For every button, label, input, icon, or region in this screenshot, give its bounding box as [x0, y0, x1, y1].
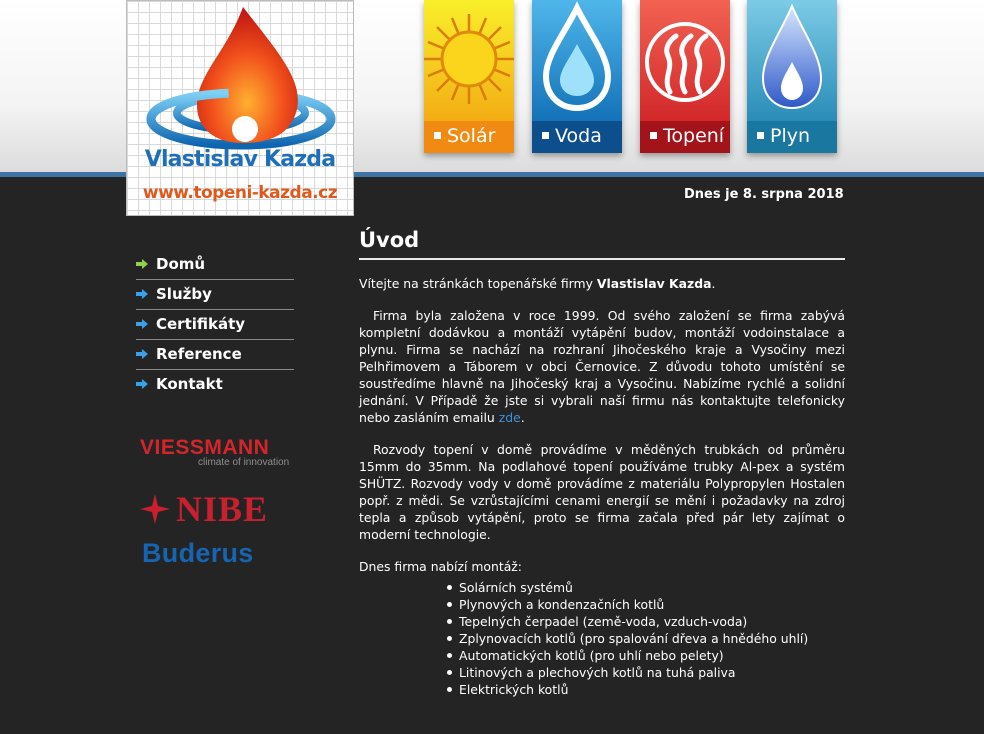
viessmann-tagline: climate of innovation: [198, 457, 290, 468]
tile-solar-label: Solár: [447, 125, 496, 147]
nibe-star-icon: [140, 494, 170, 524]
company-name: Vlastislav Kazda: [596, 276, 712, 291]
main-content: [359, 228, 845, 698]
nav-item-services[interactable]: [136, 280, 294, 310]
list-item: Elektrických kotlů: [459, 681, 845, 698]
site-logo[interactable]: [126, 0, 354, 216]
list-item: Solárních systémů: [459, 579, 845, 596]
arrow-right-icon: [136, 319, 148, 329]
nav-item-label: Domů: [156, 255, 206, 273]
buderus-logo[interactable]: [142, 538, 254, 569]
intro-paragraph: Vítejte na stránkách topenářské firmy Vlastislav Kazda.: [359, 276, 716, 291]
nav-item-label: Reference: [156, 345, 242, 363]
list-item: Automatických kotlů (pro uhlí nebo pelety): [459, 647, 845, 664]
current-date: Dnes je 8. srpna 2018: [684, 187, 844, 202]
nav-item-label: Kontakt: [156, 375, 223, 393]
sidebar-nav: [136, 250, 294, 400]
nav-item-label: Služby: [156, 285, 212, 303]
tile-heating[interactable]: [640, 0, 730, 153]
arrow-right-icon: [136, 259, 148, 269]
installation-paragraph: Rozvody topení v domě provádíme v měděných trubkách od průměru 15mm do 35mm. Na podlahové topení používáme trubky Al-pex a systém SHÜTZ. Rozvody vody v domě provádíme z materiálu Polypropylen Hostalen popř. z mědi. Se vzrůstajícími cenami energií se mění i požadavky na zdroj tepla a způsob vytápění, proto se firma začala před pár lety zajímat o moderní technologie.: [359, 442, 845, 542]
logo-website-url: www.topeni-kazda.cz: [142, 183, 338, 203]
tile-gas[interactable]: [747, 0, 837, 153]
page-title: Úvod: [359, 228, 845, 260]
nibe-logo[interactable]: [140, 488, 268, 530]
nav-item-label: Certifikáty: [156, 315, 246, 333]
nav-item-certificates[interactable]: [136, 310, 294, 340]
tile-solar[interactable]: [424, 0, 514, 153]
nibe-wordmark: NIBE: [176, 489, 269, 529]
list-item: Tepelných čerpadel (země-voda, vzduch-voda): [459, 613, 845, 630]
buderus-wordmark: Buderus: [142, 538, 254, 568]
about-paragraph: Firma byla založena v roce 1999. Od svého založení se firma zabývá kompletní dodávkou a montáží vytápění budov, montáží vodoinstalace a plynu. Firma se nachází na rozhraní Jihočeského kraje a Vysočiny mezi Pelhřimovem a Táborem v obci Černovice. Z důvodu tohoto umístění se soustředíme hlavně na Jihočeský kraj a Vysočinu. Nabízíme rychlé a solidní jednání. V Případě že jste si vybrali naší firmu nás kontaktujte telefonicky nebo zasláním emailu zde.: [359, 308, 845, 425]
arrow-right-icon: [136, 349, 148, 359]
list-item: Litinových a plechových kotlů na tuhá paliva: [459, 664, 845, 681]
logo-company-name: Vlastislav Kazda: [144, 147, 336, 172]
arrow-right-icon: [136, 289, 148, 299]
nav-item-references[interactable]: [136, 340, 294, 370]
tile-water[interactable]: [532, 0, 622, 153]
tile-gas-label: Plyn: [770, 125, 811, 147]
arrow-right-icon: [136, 379, 148, 389]
tile-heating-label: Topení: [663, 125, 725, 147]
viessmann-logo[interactable]: [140, 436, 289, 468]
services-list: [459, 579, 845, 698]
services-heading: Dnes firma nabízí montáž:: [359, 559, 522, 574]
viessmann-wordmark: VIESSMANN: [140, 436, 270, 459]
list-item: Zplynovacích kotlů (pro spalování dřeva a hnědého uhlí): [459, 630, 845, 647]
nav-item-home[interactable]: [136, 250, 294, 280]
nav-item-contact[interactable]: [136, 370, 294, 400]
list-item: Plynových a kondenzačních kotlů: [459, 596, 845, 613]
email-link[interactable]: zde: [498, 410, 521, 425]
tile-water-label: Voda: [555, 125, 602, 147]
